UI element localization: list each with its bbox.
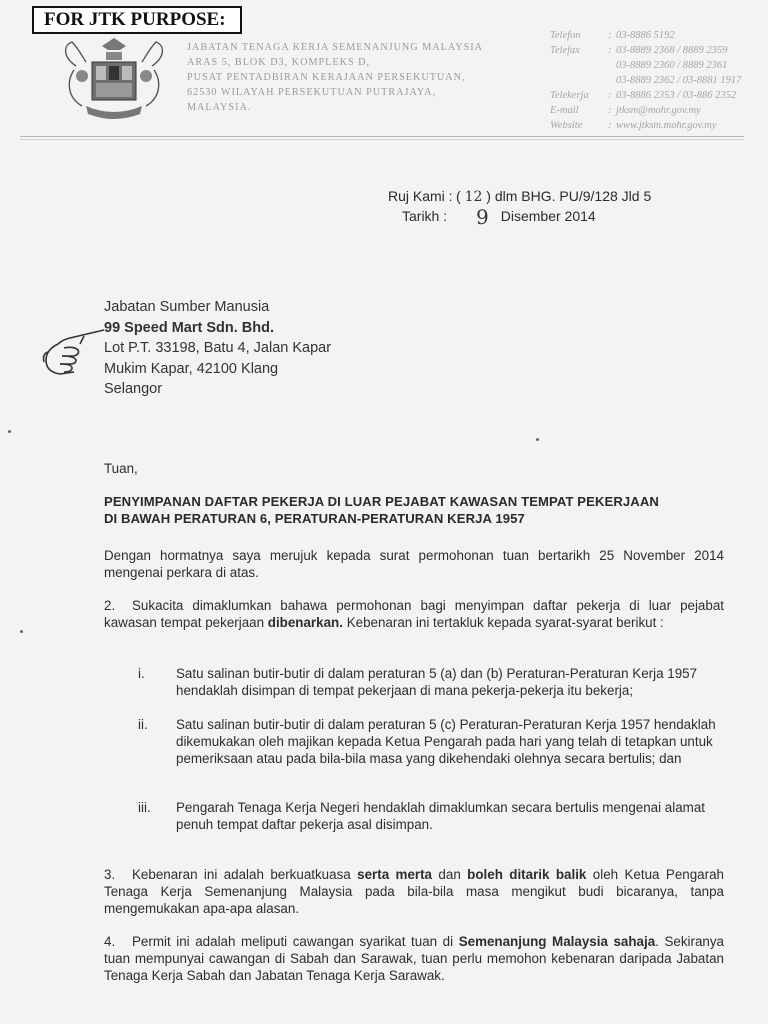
- condition-text: Pengarah Tenaga Kerja Negeri hendaklah dimaklumkan secara bertulis mengenai alamat penuh tempat daftar pekerja asal disimpan.: [176, 800, 706, 832]
- recipient-line: Lot P.T. 33198, Batu 4, Jalan Kapar: [104, 340, 332, 356]
- contact-label: Telefon: [550, 30, 581, 41]
- contact-row: E-mail : jtksm@mohr.gov.my: [550, 105, 701, 116]
- pointing-hand-icon: [40, 322, 108, 382]
- paragraph-text: . Sekiranya tuan mempunyai cawangan di Sabah dan Sarawak, tuan perlu memohon kebenaran daripada Jabatan Tenaga Kerja Sabah dan Jabatan Tenaga Kerja Sarawak.: [104, 934, 724, 983]
- agency-line: JABATAN TENAGA KERJA SEMENANJUNG MALAYSIA: [187, 42, 484, 53]
- contact-block: [550, 28, 760, 133]
- condition-item: [138, 716, 728, 767]
- paragraph-number: 2.: [104, 598, 116, 613]
- contact-label: Telefax: [550, 45, 580, 56]
- contact-value: 03-8889 2362 / 03-8881 1917: [616, 75, 742, 86]
- contact-value: 03-8886 2353 / 03-886 2352: [616, 90, 737, 101]
- letter-subject: [104, 493, 729, 527]
- contact-row: [550, 58, 760, 73]
- agency-line: ARAS 5, BLOK D3, KOMPLEKS D,: [187, 57, 371, 68]
- ruj-rest: ) dlm BHG. PU/9/128 Jld 5: [486, 188, 652, 204]
- paragraph-text: Kebenaran ini adalah berkuatkuasa: [132, 867, 351, 882]
- paragraph-number: 3.: [104, 867, 116, 882]
- jtk-purpose-stamp: FOR JTK PURPOSE:: [32, 6, 242, 34]
- scan-speck: [8, 430, 11, 433]
- tarikh-label: Tarikh :: [402, 208, 448, 224]
- letterhead-divider: [20, 136, 744, 137]
- scan-speck: [536, 438, 539, 441]
- ruj-label: Ruj Kami :: [388, 188, 453, 204]
- contact-label: E-mail: [550, 105, 579, 116]
- ruj-line: [388, 187, 651, 205]
- paragraph-3: [104, 866, 724, 917]
- paragraph-text: Permit ini adalah meliputi cawangan syarikat tuan di: [132, 934, 454, 949]
- recipient-line: Selangor: [104, 381, 163, 397]
- letterhead-divider: [20, 139, 744, 140]
- contact-row: Telefax : 03-8889 2368 / 8889 2359: [550, 45, 728, 56]
- scan-speck: [20, 630, 23, 633]
- subject-line: DI BAWAH PERATURAN 6, PERATURAN-PERATURAN KERJA 1957: [104, 511, 525, 526]
- agency-line: 62530 WILAYAH PERSEKUTUAN PUTRAJAYA,: [187, 87, 437, 98]
- recipient-line: Jabatan Sumber Manusia: [104, 299, 270, 315]
- condition-number: i.: [138, 666, 145, 681]
- reference-block: [388, 187, 652, 229]
- paragraph-bold: serta merta: [357, 867, 433, 882]
- tarikh-rest: Disember 2014: [500, 208, 596, 224]
- ruj-handwritten-number: 12: [464, 189, 483, 205]
- contact-label: Website: [550, 120, 583, 131]
- paragraph-bold: dibenarkan.: [267, 615, 343, 630]
- paragraph-bold: Semenanjung Malaysia sahaja: [458, 934, 656, 949]
- condition-text: Satu salinan butir-butir di dalam peraturan 5 (c) Peraturan-Peraturan Kerja 1957 hendaklah dikemukakan oleh majikan kepada Ketua Pengarah pada hari yang telah di tetapkan untuk pemeriksaan atau pada bila-bila masa yang dikehendaki olehnya secara bertulis; dan: [176, 717, 716, 766]
- condition-number: ii.: [138, 717, 148, 732]
- tarikh-handwritten-day: 9: [476, 205, 489, 229]
- recipient-line: Mukim Kapar, 42100 Klang: [104, 360, 279, 377]
- condition-text: Satu salinan butir-butir di dalam peraturan 5 (a) dan (b) Peraturan-Peraturan Kerja 1957 hendaklah disimpan di tempat pekerjaan di mana pekerja-pekerja itu bekerja;: [176, 666, 698, 698]
- paragraph-2: [104, 597, 724, 631]
- agency-line: PUSAT PENTADBIRAN KERAJAAN PERSEKUTUAN,: [187, 72, 466, 83]
- contact-value: 03-8889 2360 / 8889 2361: [616, 60, 728, 71]
- malaysia-coat-of-arms-icon: [56, 36, 172, 122]
- paragraph-4: [104, 933, 724, 984]
- paragraph-bold: boleh ditarik balik: [467, 867, 587, 882]
- contact-row: Telekerja : 03-8886 2353 / 03-886 2352: [550, 90, 737, 101]
- contact-value: 03-8889 2368 / 8889 2359: [616, 45, 728, 56]
- contact-row: Website : www.jtksm.mohr.gov.my: [550, 120, 717, 131]
- contact-label: Telekerja: [550, 90, 589, 101]
- contact-label: [550, 73, 608, 88]
- condition-item: [138, 665, 728, 699]
- agency-line: MALAYSIA.: [187, 102, 252, 113]
- contact-value: jtksm@mohr.gov.my: [616, 105, 701, 116]
- paragraph-text: Kebenaran ini tertakluk kepada syarat-syarat berikut :: [346, 615, 664, 630]
- recipient-address: [104, 297, 331, 400]
- ruj-open: (: [456, 188, 461, 204]
- paragraph-text: Sukacita dimaklumkan bahawa permohonan bagi menyimpan daftar pekerja di luar pejabat kawasan tempat pekerjaan: [104, 598, 724, 630]
- contact-label: [550, 58, 608, 73]
- contact-row: Telefon : 03-8886 5192: [550, 30, 675, 41]
- condition-number: iii.: [138, 800, 151, 815]
- agency-address: [187, 40, 507, 115]
- paragraph-1: Dengan hormatnya saya merujuk kepada surat permohonan tuan bertarikh 25 November 2014 mengenai perkara di atas.: [104, 548, 724, 580]
- paragraph-text: oleh Ketua Pengarah Tenaga Kerja Semenanjung Malaysia pada bila-bila masa mengikut budi bicaranya, tanpa mengemukakan apa-apa alasan.: [104, 867, 724, 916]
- contact-value: www.jtksm.mohr.gov.my: [616, 120, 717, 131]
- paragraph-number: 4.: [104, 934, 116, 949]
- salutation: Tuan,: [104, 461, 138, 476]
- contact-value: 03-8886 5192: [616, 30, 675, 41]
- subject-line: PENYIMPANAN DAFTAR PEKERJA DI LUAR PEJABAT KAWASAN TEMPAT PEKERJAAN: [104, 494, 659, 509]
- condition-item: [138, 799, 728, 833]
- tarikh-line: [388, 205, 651, 229]
- paragraph-text: dan: [438, 867, 461, 882]
- contact-row: [550, 73, 760, 88]
- recipient-company: 99 Speed Mart Sdn. Bhd.: [104, 319, 274, 336]
